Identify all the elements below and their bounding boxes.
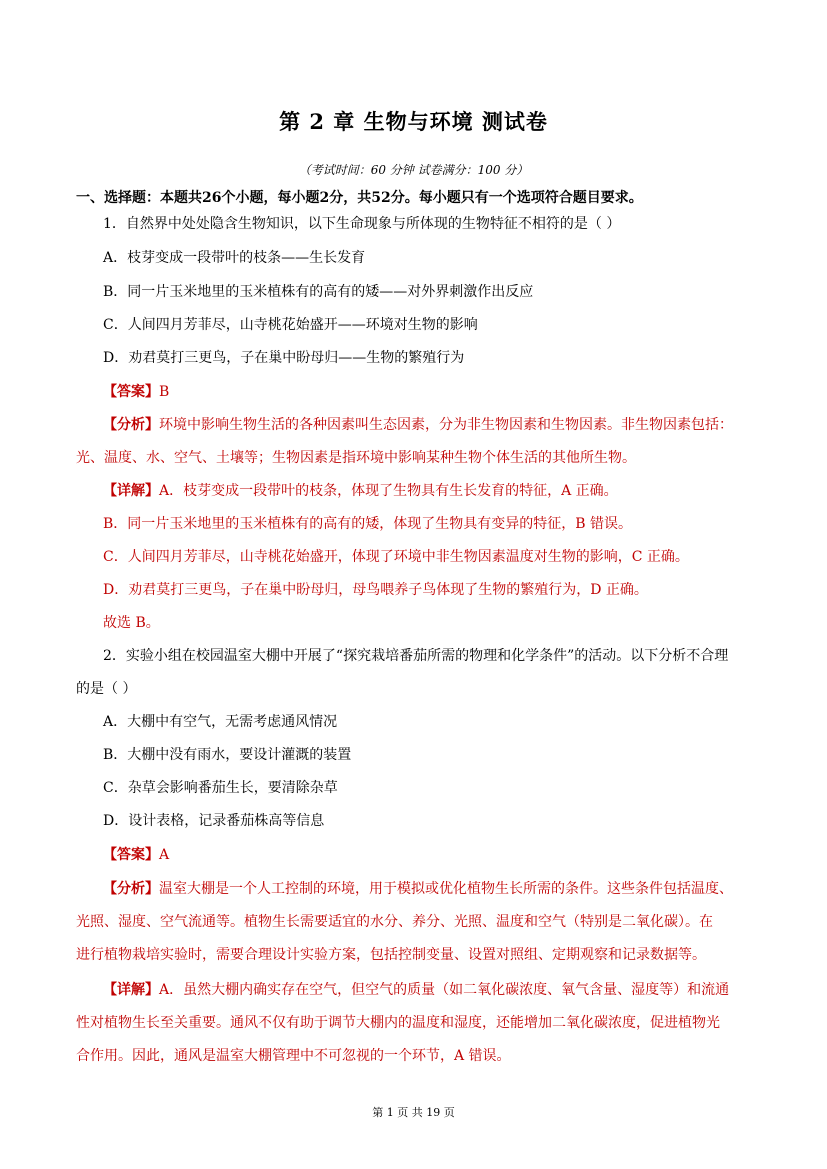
answer-value: B [159,384,170,400]
page-title: 第 2 章 生物与环境 测试卷 [279,109,548,134]
question-1-analysis [103,415,733,435]
question-2-detail-cont-2: 合作用。因此，通风是温室大棚管理中不可忽视的一个环节，A 错误。 [76,1048,511,1064]
analysis-tag: 【分析】 [103,881,159,897]
question-2-option-d: D．设计表格，记录番茄株高等信息 [103,813,325,829]
question-1-stem: 1．自然界中处处隐含生物知识，以下生命现象与所体现的生物特征不相符的是（ ） [103,216,621,232]
detail-text: A．虽然大棚内确实存在空气，但空气的质量（如二氧化碳浓度、氧气含量、湿度等）和流通 [159,982,730,998]
question-1-option-b: B．同一片玉米地里的玉米植株有的高有的矮——对外界刺激作出反应 [103,284,534,300]
question-1-option-c: C．人间四月芳菲尽，山寺桃花始盛开——环境对生物的影响 [103,317,478,333]
question-2-option-b: B．大棚中没有雨水，要设计灌溉的装置 [103,747,352,763]
question-1-answer [103,382,169,402]
question-2-stem: 2．实验小组在校园温室大棚中开展了“探究栽培番茄所需的物理和化学条件”的活动。以下分析不合理 [103,648,729,664]
question-1-detail-d: D．劝君莫打三更鸟，子在巢中盼母归，母鸟喂养子鸟体现了生物的繁殖行为，D 正确。 [103,582,648,598]
question-2-detail-cont-1: 性对植物生长至关重要。通风不仅有助于调节大棚内的温度和湿度，还能增加二氧化碳浓度，促进植物光 [76,1015,720,1031]
question-1-option-a: A．枝芽变成一段带叶的枝条——生长发育 [103,250,366,266]
question-1-detail [103,481,618,501]
question-1-analysis-cont: 光、温度、水、空气、土壤等；生物因素是指环境中影响某种生物个体生活的其他所生物。 [76,450,636,466]
exam-info: （考试时间：60 分钟 试卷满分：100 分） [298,163,529,177]
question-1-option-d: D．劝君莫打三更鸟，子在巢中盼母归——生物的繁殖行为 [103,350,465,366]
analysis-tag: 【分析】 [103,417,159,433]
question-2-option-a: A．大棚中有空气，无需考虑通风情况 [103,714,338,730]
question-2-analysis-cont-2: 进行植物栽培实验时，需要合理设计实验方案，包括控制变量、设置对照组、定期观察和记录数据等。 [76,947,706,963]
question-1-conclusion: 故选 B。 [103,615,160,631]
section-heading: 一、选择题：本题共26个小题，每小题2分，共52分。每小题只有一个选项符合题目要求。 [76,190,643,206]
question-2-analysis [103,879,733,899]
question-1-detail-c: C．人间四月芳菲尽，山寺桃花始盛开，体现了环境中非生物因素温度对生物的影响，C 正确。 [103,549,689,565]
answer-tag: 【答案】 [103,847,159,863]
question-1-detail-b: B．同一片玉米地里的玉米植株有的高有的矮，体现了生物具有变异的特征，B 错误。 [103,516,633,532]
detail-tag: 【详解】 [103,483,159,499]
question-2-detail [103,980,729,1000]
question-2-stem-cont: 的是（ ） [76,681,137,697]
page-number-footer: 第 1 页 共 19 页 [372,1106,455,1119]
answer-tag: 【答案】 [103,384,159,400]
answer-value: A [159,847,170,863]
analysis-text: 温室大棚是一个人工控制的环境，用于模拟或优化植物生长所需的条件。这些条件包括温度、 [159,881,733,897]
detail-tag: 【详解】 [103,982,159,998]
detail-a: A．枝芽变成一段带叶的枝条，体现了生物具有生长发育的特征，A 正确。 [159,483,618,499]
question-2-analysis-cont-1: 光照、湿度、空气流通等。植物生长需要适宜的水分、养分、光照、温度和空气（特别是二氧化碳）。在 [76,914,713,930]
question-2-option-c: C．杂草会影响番茄生长，要清除杂草 [103,780,338,796]
question-2-answer [103,845,169,865]
analysis-text: 环境中影响生物生活的各种因素叫生态因素，分为非生物因素和生物因素。非生物因素包括： [159,417,733,433]
